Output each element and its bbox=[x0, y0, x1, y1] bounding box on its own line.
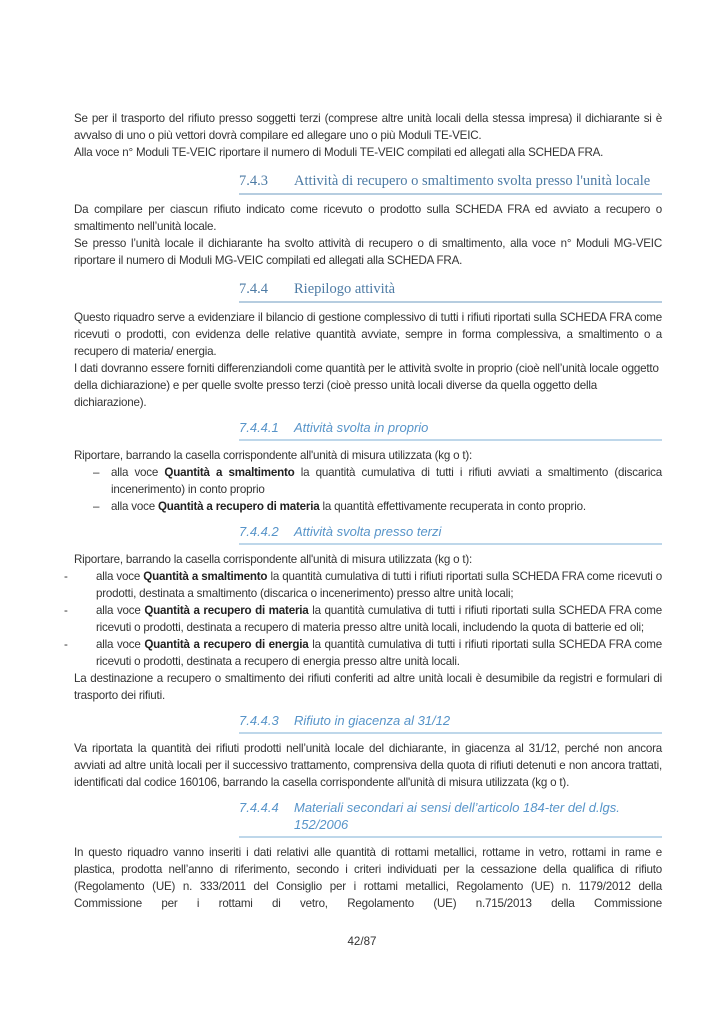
hyphen-marker: - bbox=[64, 638, 68, 651]
paragraph-7443-1: Va riportata la quantità dei rifiuti prodotti nell’unità locale del dichiarante, in giacenza al 31/12, perché non ancora avviati ad altre unità locali per il successivo trattamento, comprensiva della quota di rifiuti detenuti e non ancora trattati, identificati dal codice 160106, barrando la casella corrispondente all'unità di misura utilizzata (kg o t). bbox=[74, 742, 662, 789]
section-title: Attività svolta in proprio bbox=[294, 420, 429, 435]
section-number: 7.4.4.4 bbox=[239, 800, 279, 815]
list-item: – alla voce Quantità a smaltimento la quantità cumulativa di tutti i rifiuti avviati a smaltimento (discarica incenerimento) in conto proprio bbox=[93, 466, 662, 496]
section-number: 7.4.4 bbox=[239, 281, 268, 297]
section-heading-7-4-4 bbox=[239, 281, 662, 303]
list-item: - alla voce Quantità a smaltimento la quantità cumulativa di tutti i rifiuti riportati sulla SCHEDA FRA come ricevuti o prodotti, destinata a smaltimento (discarica o incenerimento) presso altre unità locali; bbox=[64, 570, 662, 600]
list-item: - alla voce Quantità a recupero di materia la quantità cumulativa di tutti i rifiuti riportati sulla SCHEDA FRA come ricevuti o prodotti, destinata a recupero di materia presso altre unità locali, includendo la quota di batterie ed oli; bbox=[64, 604, 662, 634]
list-item: – alla voce Quantità a recupero di materia la quantità effettivamente recuperata in conto proprio. bbox=[93, 500, 586, 513]
bullet-list-7441 bbox=[74, 464, 662, 515]
paragraph-743-1: Da compilare per ciascun rifiuto indicato come ricevuto o prodotto sulla SCHEDA FRA ed avviato a recupero o smaltimento nell’unità locale. bbox=[74, 203, 662, 233]
section-title: Rifiuto in giacenza al 31/12 bbox=[294, 713, 451, 728]
section-title: Attività di recupero o smaltimento svolta presso l'unità locale bbox=[294, 173, 651, 189]
hyphen-marker: - bbox=[64, 604, 68, 617]
section-heading-7-4-4-3 bbox=[239, 712, 662, 734]
bullet-list-7442 bbox=[64, 568, 662, 670]
paragraph-intro-1: Se per il trasporto del rifiuto presso soggetti terzi (comprese altre unità locali della stessa impresa) il dichiarante si è avvalso di uno o più vettori dovrà compilare ed allegare uno o più Moduli TE-VEIC. bbox=[74, 112, 662, 142]
section-title: Materiali secondari ai sensi dell’articolo 184-ter del d.lgs. 152/2006 bbox=[294, 800, 620, 832]
section-heading-7-4-4-1 bbox=[239, 419, 662, 441]
paragraph-intro-2: Alla voce n° Moduli TE-VEIC riportare il numero di Moduli TE-VEIC compilati ed allegati alla SCHEDA FRA. bbox=[74, 146, 604, 159]
paragraph-743-2: Se presso l’unità locale il dichiarante ha svolto attività di recupero o di smaltimento, alla voce n° Moduli MG-VEIC riportare il numero di Moduli MG-VEIC compilati ed allegati alla SCHEDA FRA. bbox=[74, 237, 662, 267]
paragraph-7441-intro: Riportare, barrando la casella corrispondente all'unità di misura utilizzata (kg o t): bbox=[74, 449, 473, 462]
paragraph-7442-intro: Riportare, barrando la casella corrispondente all'unità di misura utilizzata (kg o t): bbox=[74, 553, 473, 566]
dash-marker: – bbox=[93, 500, 100, 513]
paragraph-7444-1: In questo riquadro vanno inseriti i dati relativi alle quantità di rottami metallici, rottame in vetro, rottami in rame e plastica, prodotta nell’anno di riferimento, secondo i criteri individuati per la cessazione della qualifica di rifiuto (Regolamento (UE) n. 333/2011 del Consiglio per i rottami metallici, Regolamento (UE) n. 1179/2012 della Commissione per i rottami di vetro, Regolamento (UE) n.715/2013 della Commissione bbox=[74, 846, 662, 910]
paragraph-744-2: I dati dovranno essere forniti differenziandoli come quantità per le attività svolte in proprio (cioè nell’unità locale oggetto della dichiarazione) e per quelle svolte presso terzi (cioè presso unità locali diverse da quella oggetto della dichiarazione). bbox=[74, 362, 659, 409]
section-heading-7-4-3 bbox=[239, 173, 662, 195]
list-item: - alla voce Quantità a recupero di energia la quantità cumulativa di tutti i rifiuti riportati sulla SCHEDA FRA come ricevuti o prodotti, destinata a recupero di energia presso altre unità locali. bbox=[64, 638, 662, 668]
dash-marker: – bbox=[93, 466, 100, 479]
section-title: Riepilogo attività bbox=[294, 281, 396, 297]
section-heading-7-4-4-2 bbox=[239, 523, 662, 545]
section-number: 7.4.4.3 bbox=[239, 713, 279, 728]
section-title: Attività svolta presso terzi bbox=[294, 524, 442, 539]
section-heading-7-4-4-4 bbox=[239, 799, 662, 838]
section-number: 7.4.4.1 bbox=[239, 420, 279, 435]
page-number: 42/87 bbox=[347, 935, 377, 948]
paragraph-744-1: Questo riquadro serve a evidenziare il bilancio di gestione complessivo di tutti i rifiuti riportati sulla SCHEDA FRA come ricevuti o prodotti, con evidenza delle relative quantità avviate, sempre in forma complessiva, a smaltimento o a recupero di materia/ energia. bbox=[74, 311, 662, 358]
paragraph-7442-outro: La destinazione a recupero o smaltimento dei rifiuti conferiti ad altre unità locali è desumibile da registri e formulari di trasporto dei rifiuti. bbox=[74, 672, 662, 702]
section-number: 7.4.4.2 bbox=[239, 524, 279, 539]
section-number: 7.4.3 bbox=[239, 173, 268, 189]
hyphen-marker: - bbox=[64, 570, 68, 583]
